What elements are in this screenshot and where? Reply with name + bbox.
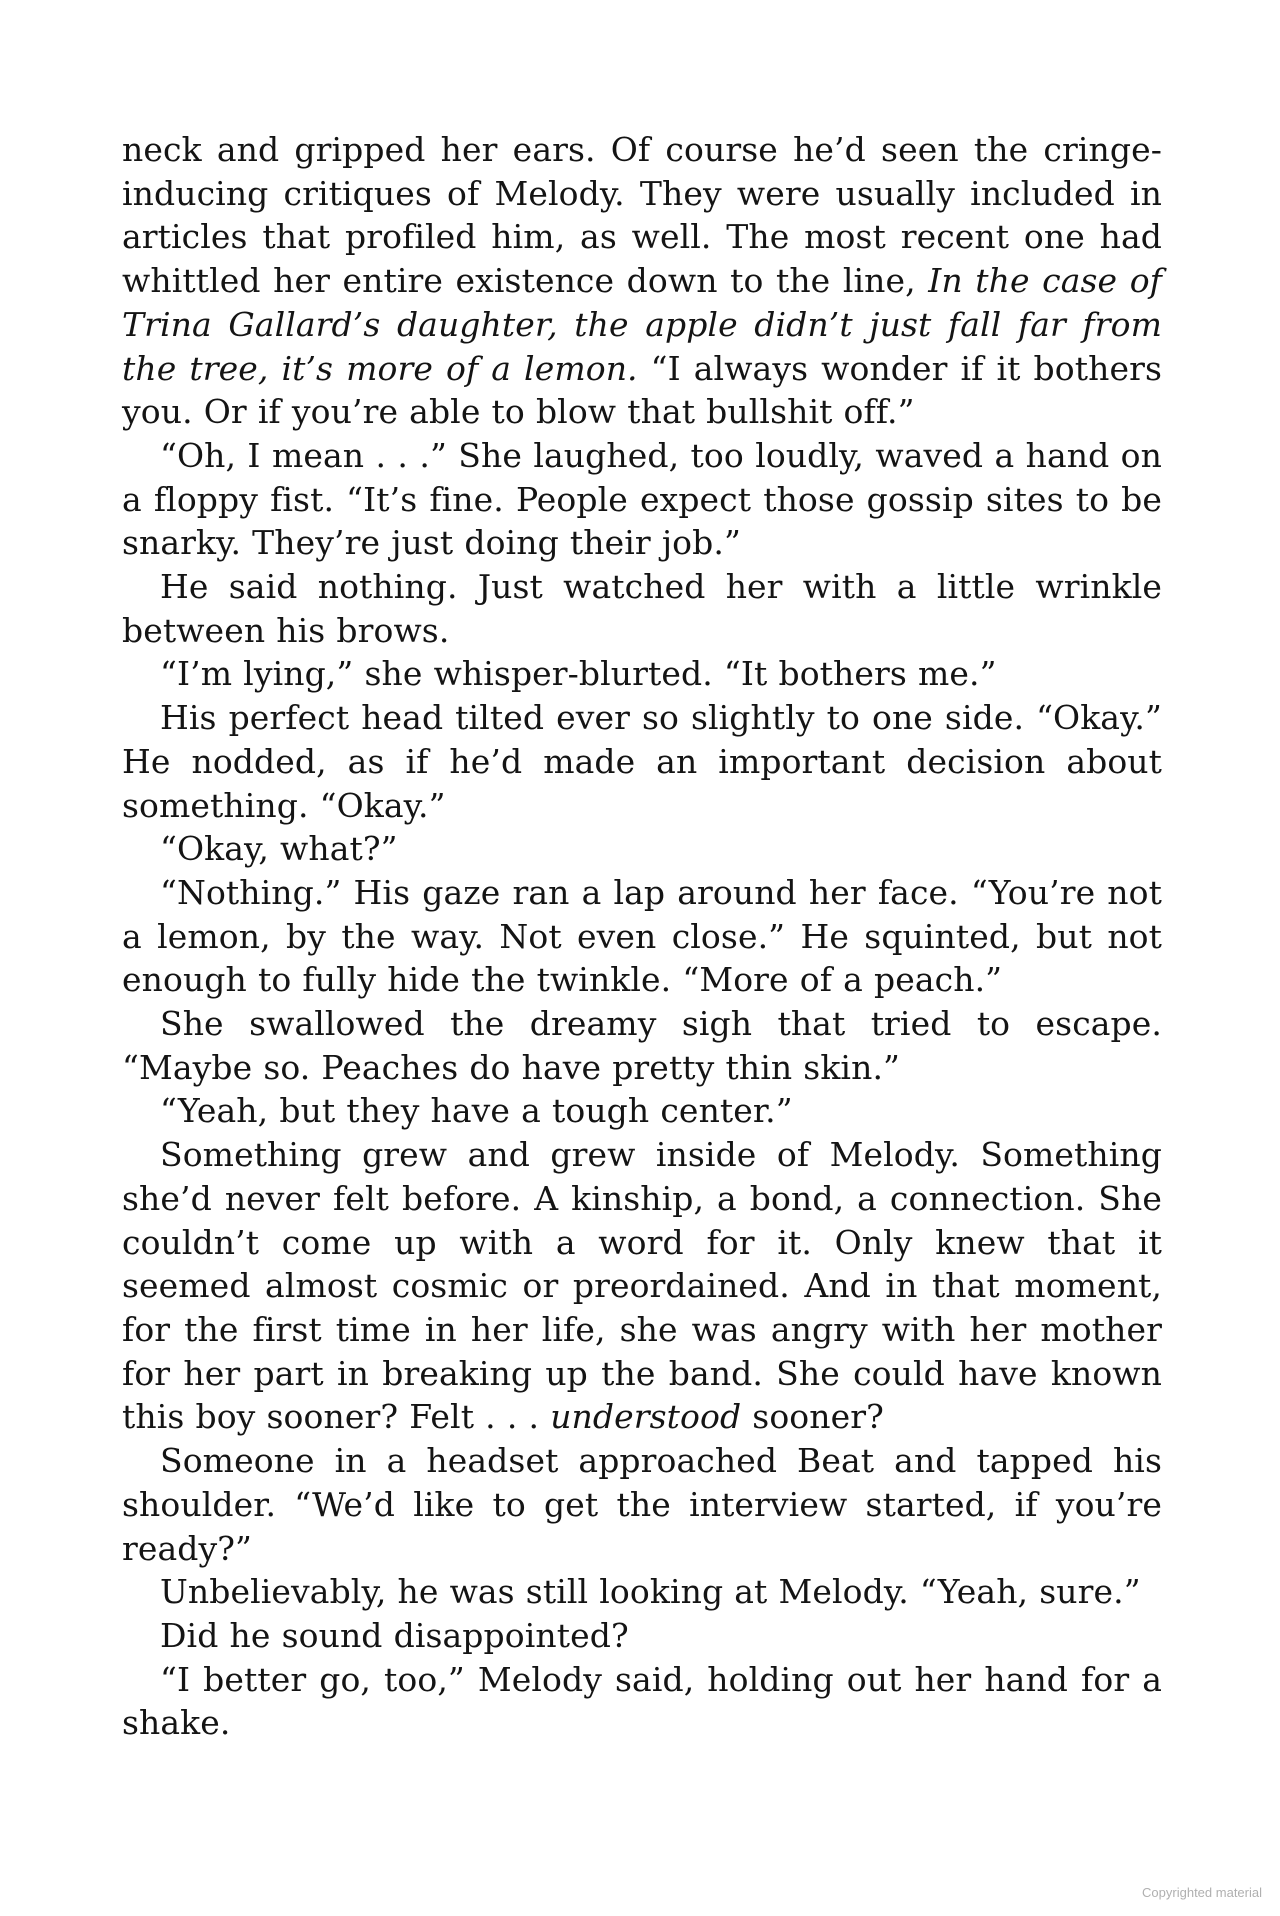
paragraph: He said nothing. Just watched her with a little wrinkle between his brows. (122, 567, 1162, 650)
paragraph-text: “I always wonder if it bothers you. Or if you’re able to blow that bullshit off.” (122, 348, 1162, 432)
paragraph-text: Something grew and grew inside of Melody. Something she’d never felt before. A kinship, a bond, a connection. She couldn’t come up with a word for it. Only knew that it seemed almost cosmic or preordained. And in that moment, for the first time in her life, she was angry with her mother for her part in breaking up the band. She could have known this boy sooner? Felt . . . (122, 1135, 1162, 1437)
paragraph: Did he sound disappointed? (160, 1615, 629, 1655)
paragraph-text: neck and gripped her ears. Of course he’d seen the cringe-inducing critiques of Melody. They were usually included in articles that profiled him, as well. The most recent one had whittled her entire existence down to the line, (122, 130, 1162, 301)
paragraph: His perfect head tilted ever so slightly to one side. “Okay.” He nodded, as if he’d made an important decision about something. “Okay.” (122, 698, 1162, 825)
paragraph: Unbelievably, he was still looking at Melody. “Yeah, sure.” (160, 1572, 1141, 1612)
copyright-watermark: Copyrighted material (1142, 1885, 1262, 1900)
paragraph: Someone in a headset approached Beat and tapped his shoulder. “We’d like to get the interview started, if you’re ready?” (122, 1441, 1162, 1568)
paragraph-italic-word: understood (550, 1397, 742, 1437)
paragraph: She swallowed the dreamy sigh that tried to escape. “Maybe so. Peaches do have pretty thin skin.” (122, 1004, 1162, 1087)
paragraph-italic-quote: In the case of Trina Gallard’s daughter, the apple didn’t just fall far from the tree, it’s more of a lemon. (122, 261, 1162, 388)
paragraph (122, 128, 1162, 434)
book-page-body (122, 128, 1162, 1745)
paragraph: “Okay, what?” (160, 829, 398, 869)
paragraph: “I’m lying,” she whisper-blurted. “It bothers me.” (160, 654, 997, 694)
paragraph: “I better go, too,” Melody said, holding out her hand for a shake. (122, 1659, 1162, 1743)
paragraph (122, 1133, 1162, 1439)
paragraph: “Yeah, but they have a tough center.” (160, 1091, 793, 1131)
paragraph: “Oh, I mean . . .” She laughed, too loudly, waved a hand on a floppy fist. “It’s fine. People expect those gossip sites to be snarky. They’re just doing their job.” (122, 435, 1162, 563)
paragraph-text: sooner? (741, 1397, 884, 1437)
paragraph: “Nothing.” His gaze ran a lap around her face. “You’re not a lemon, by the way. Not even close.” He squinted, but not enough to fully hide the twinkle. “More of a peach.” (122, 872, 1162, 1000)
